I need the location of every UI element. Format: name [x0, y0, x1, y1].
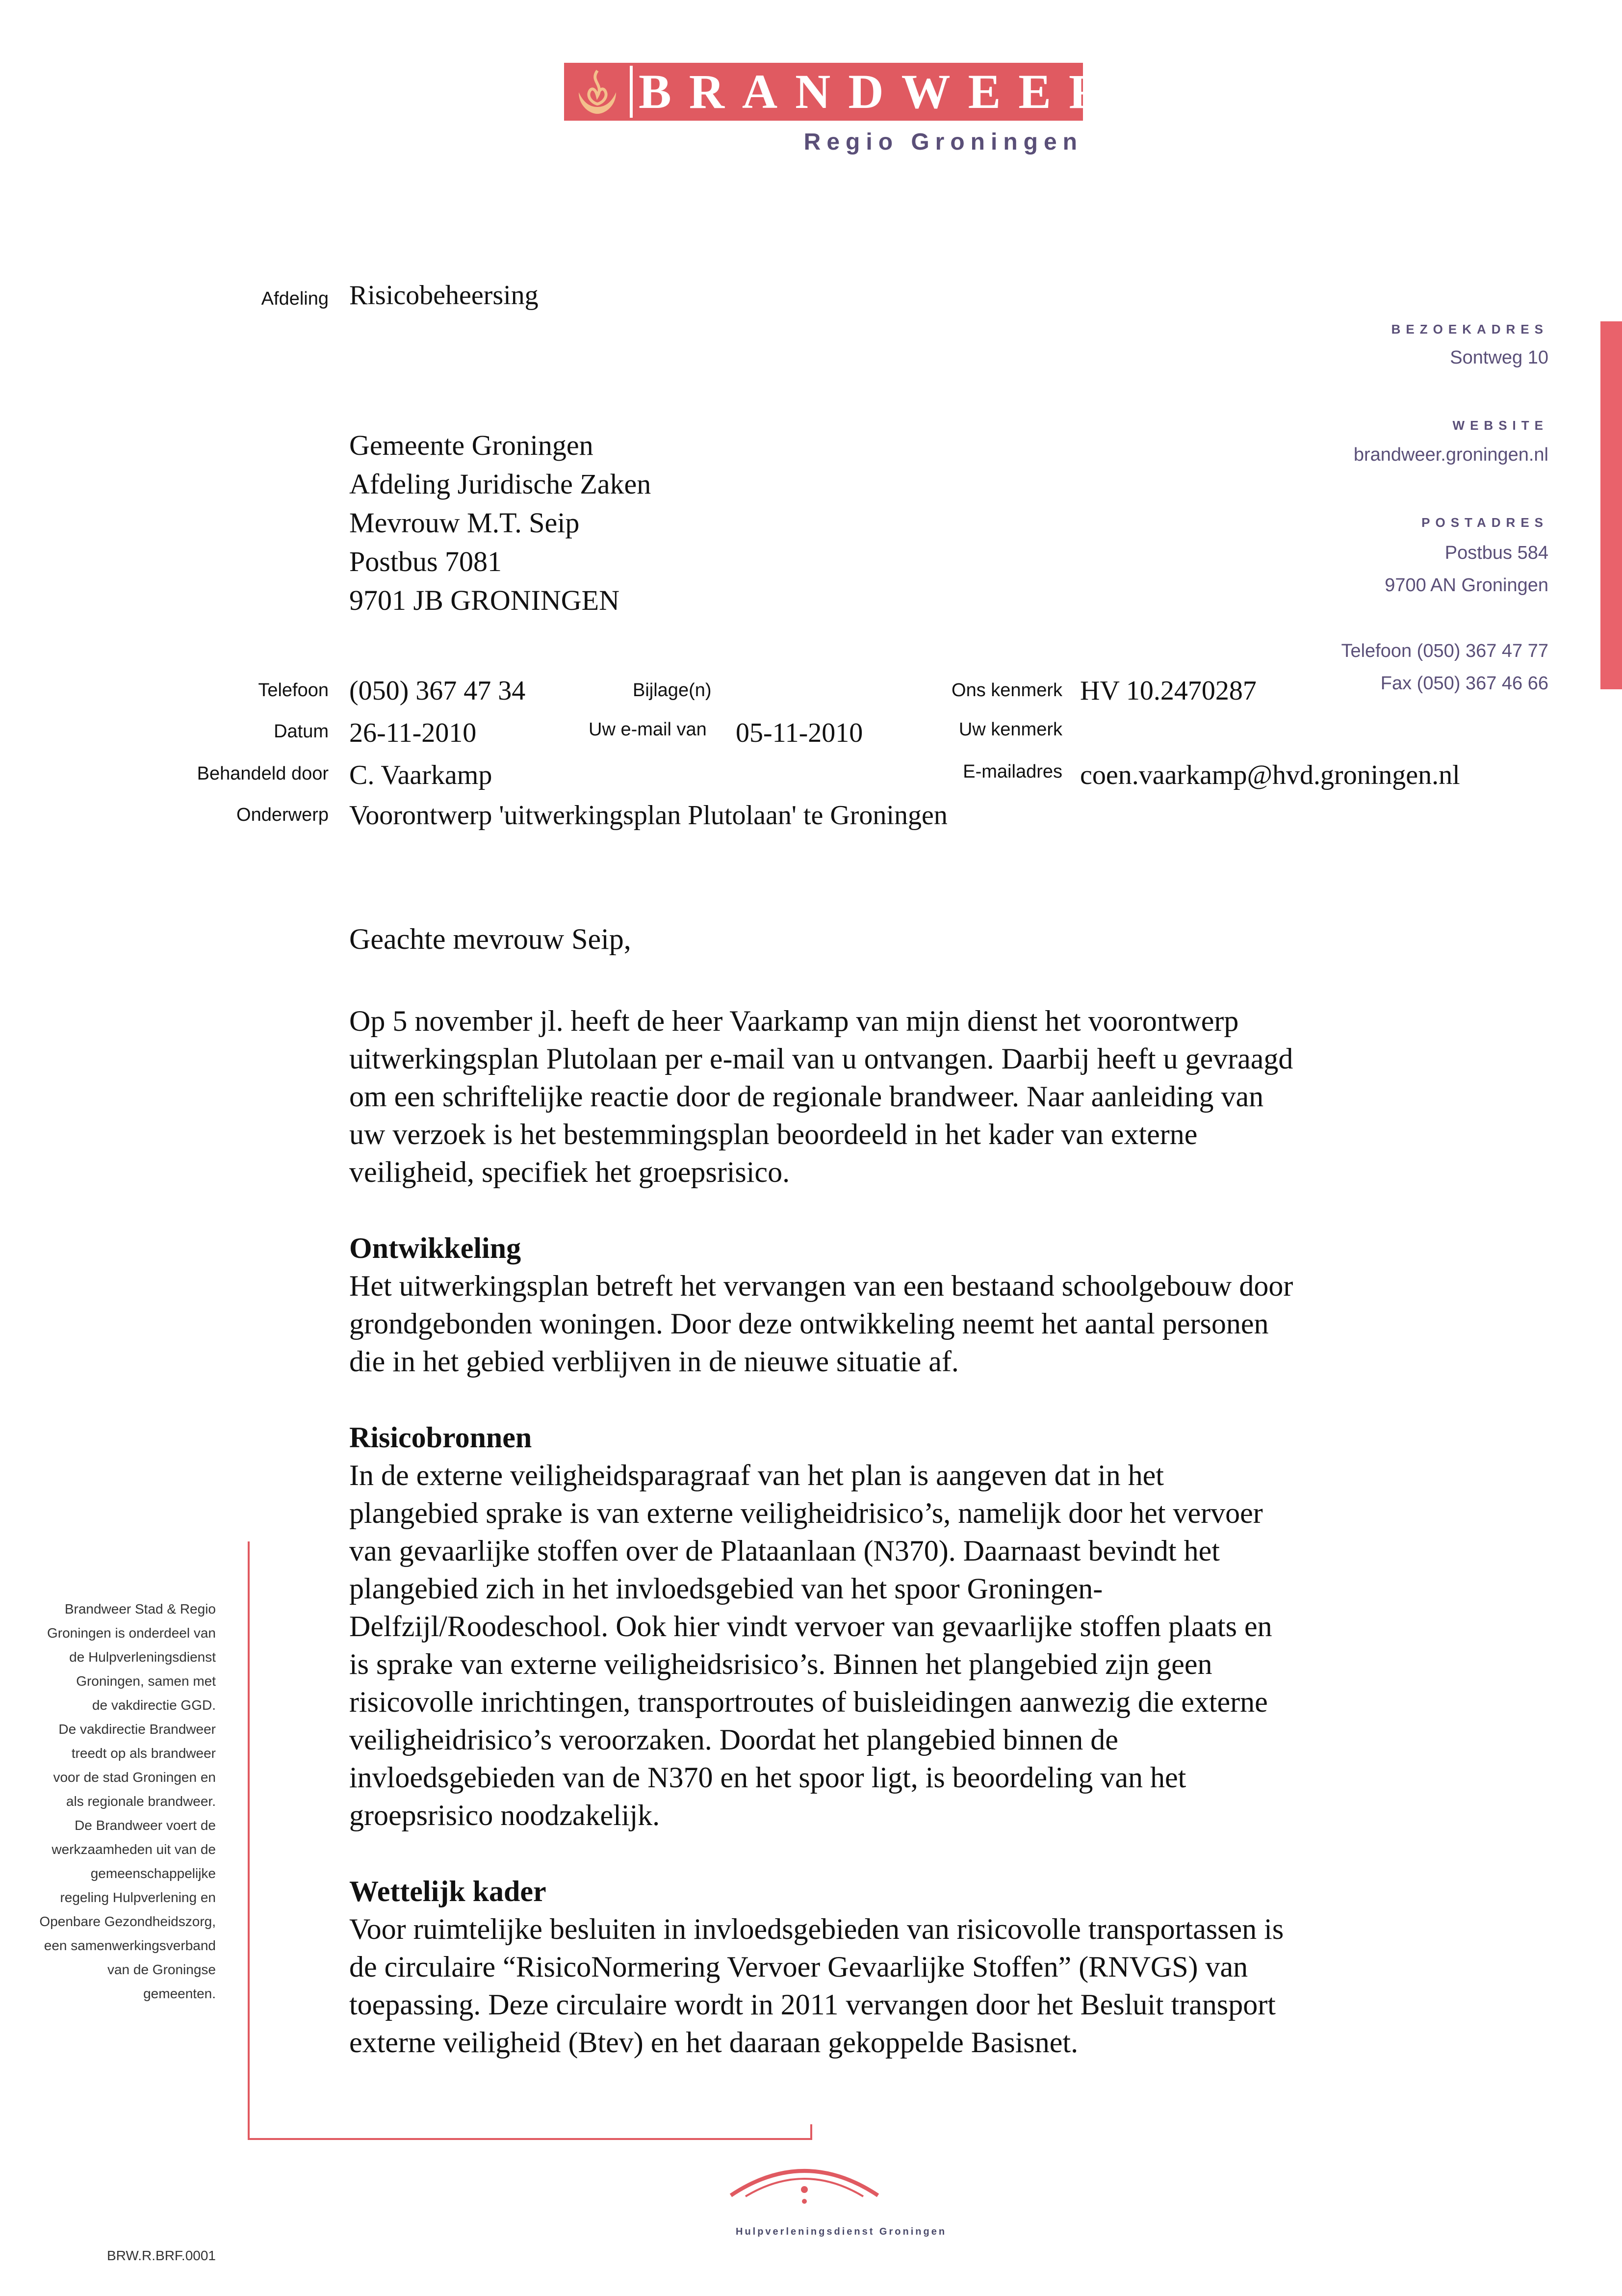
salutation: Geachte mevrouw Seip,: [349, 923, 631, 955]
paragraph-risicobronnen: In de externe veiligheidsparagraaf van het plan is aangeven dat in het plangebied sprake is van externe veiligheidrisico’s, namelijk door het vervoer van gevaarlijke stoffen over de Plataanlaan (N370). Daarnaast bevindt het plangebied zich in het invloedsgebied van het spoor Groningen- Delfzijl/Roodeschool. Ook hier vindt vervoer van gevaarlijke stoffen plaats en is sprake van externe veiligheidsrisico’s. Binnen het plangebied zijn geen risicovolle inrichtingen, transportroutes of buisleidingen aanwezig die externe veiligheidrisico’s veroorzaken. Doordat het plangebied binnen de invloedsgebieden van de N370 en het spoor ligt, is beoordeling van het groepsrisico noodzakelijk.: [349, 1459, 1272, 1831]
section-heading-wettelijk-kader: Wettelijk kader: [349, 1875, 546, 1907]
onderwerp-label: Onderwerp: [236, 805, 329, 825]
datum-value: 26-11-2010: [349, 718, 477, 748]
paragraph-ontwikkeling: Het uitwerkingsplan betreft het vervangen van een bestaand schoolgebouw door grondgebonden woningen. Door deze ontwikkeling neemt het aantal personen die in het gebied verblijven in de nieuwe situatie af.: [349, 1270, 1293, 1378]
edge-tab: [1600, 321, 1622, 689]
uw-kenmerk-label: Uw kenmerk: [958, 719, 1062, 740]
uw-email-value: 05-11-2010: [736, 718, 863, 748]
emailadres-label: E-mailadres: [963, 761, 1062, 782]
ons-kenmerk-value: HV 10.2470287: [1080, 676, 1257, 706]
recipient-line: Afdeling Juridische Zaken: [349, 468, 651, 500]
section-heading-ontwikkeling: Ontwikkeling: [349, 1232, 521, 1264]
afdeling-label: Afdeling: [261, 288, 329, 309]
website-label: WEBSITE: [1452, 418, 1548, 433]
behandeld-value: C. Vaarkamp: [349, 760, 492, 790]
postadres-line1: Postbus 584: [1444, 543, 1548, 563]
brandweer-logo: [564, 63, 1122, 121]
website-link[interactable]: brandweer.groningen.nl: [1353, 444, 1548, 465]
logo-divider: [630, 66, 633, 118]
behandeld-label: Behandeld door: [197, 763, 329, 784]
section-heading-risicobronnen: Risicobronnen: [349, 1421, 532, 1454]
postadres-line2: 9700 AN Groningen: [1385, 575, 1548, 596]
datum-label: Datum: [274, 721, 329, 742]
flame-emblem-icon: [570, 67, 625, 117]
bottom-rule-tick: [810, 2124, 812, 2140]
recipient-line: Postbus 7081: [349, 546, 502, 577]
recipient-line: Gemeente Groningen: [349, 429, 593, 461]
bezoekadres-value: Sontweg 10: [1450, 347, 1548, 368]
bijlage-label: Bijlage(n): [633, 680, 712, 701]
recipient-line: Mevrouw M.T. Seip: [349, 507, 580, 539]
telefoon-value: (050) 367 47 34: [349, 676, 526, 706]
contact-telefoon: Telefoon (050) 367 47 77: [1341, 641, 1548, 661]
sidebar-text: Brandweer Stad & Regio Groningen is onderdeel van de Hulpverleningsdienst Groningen, samen met de vakdirectie GGD. De vakdirectie Brandweer treedt op als brandweer voor de stad Groningen en als regionale brandweer. De Brandweer voert de werkzaamheden uit van de gemeenschappelijke regeling Hulpverlening en Openbare Gezondheidszorg, een samenwerkingsverband van de Groningse gemeenten.: [39, 1601, 216, 2001]
hulpverleningsdienst-logo-icon: [726, 2156, 883, 2210]
recipient-line: 9701 JB GRONINGEN: [349, 584, 619, 616]
contact-fax: Fax (050) 367 46 66: [1380, 673, 1548, 694]
intro-paragraph: Op 5 november jl. heeft de heer Vaarkamp van mijn dienst het voorontwerp uitwerkingsplan Plutolaan per e-mail van u ontvangen. Daarbij heeft u gevraagd om een schriftelijke reactie door de regionale brandweer. Naar aanleiding van uw verzoek is het bestemmingsplan beoordeeld in het kader van externe veiligheid, specifiek het groepsrisico.: [349, 1005, 1293, 1188]
telefoon-label: Telefoon: [258, 680, 329, 701]
paragraph-wettelijk-kader: Voor ruimtelijke besluiten in invloedsgebieden van risicovolle transportassen is de circulaire “RisicoNormering Vervoer Gevaarlijke Stoffen” (RNVGS) van toepassing. Deze circulaire wordt in 2011 vervangen door het Besluit transport externe veiligheid (Btev) en het daaraan gekoppelde Basisnet.: [349, 1913, 1284, 2059]
bezoekadres-label: BEZOEKADRES: [1391, 322, 1548, 337]
afdeling-value: Risicobeheersing: [349, 280, 539, 311]
footer-organisation: Hulpverleningsdienst Groningen: [736, 2226, 947, 2237]
emailadres-link[interactable]: coen.vaarkamp@hvd.groningen.nl: [1080, 760, 1460, 790]
recipient-address: [349, 426, 651, 620]
sidebar-rule: [248, 1541, 250, 2139]
postadres-label: POSTADRES: [1421, 515, 1548, 530]
logo-subtitle: Regio Groningen: [803, 129, 1083, 155]
uw-email-label: Uw e-mail van: [589, 719, 707, 740]
bottom-rule: [248, 2138, 812, 2140]
letter-body: [349, 920, 1526, 2061]
form-code: BRW.R.BRF.0001: [106, 2248, 216, 2263]
onderwerp-value: Voorontwerp 'uitwerkingsplan Plutolaan' te Groningen: [349, 800, 948, 831]
logo-text: BRANDWEER: [639, 64, 1122, 119]
ons-kenmerk-label: Ons kenmerk: [952, 680, 1062, 701]
